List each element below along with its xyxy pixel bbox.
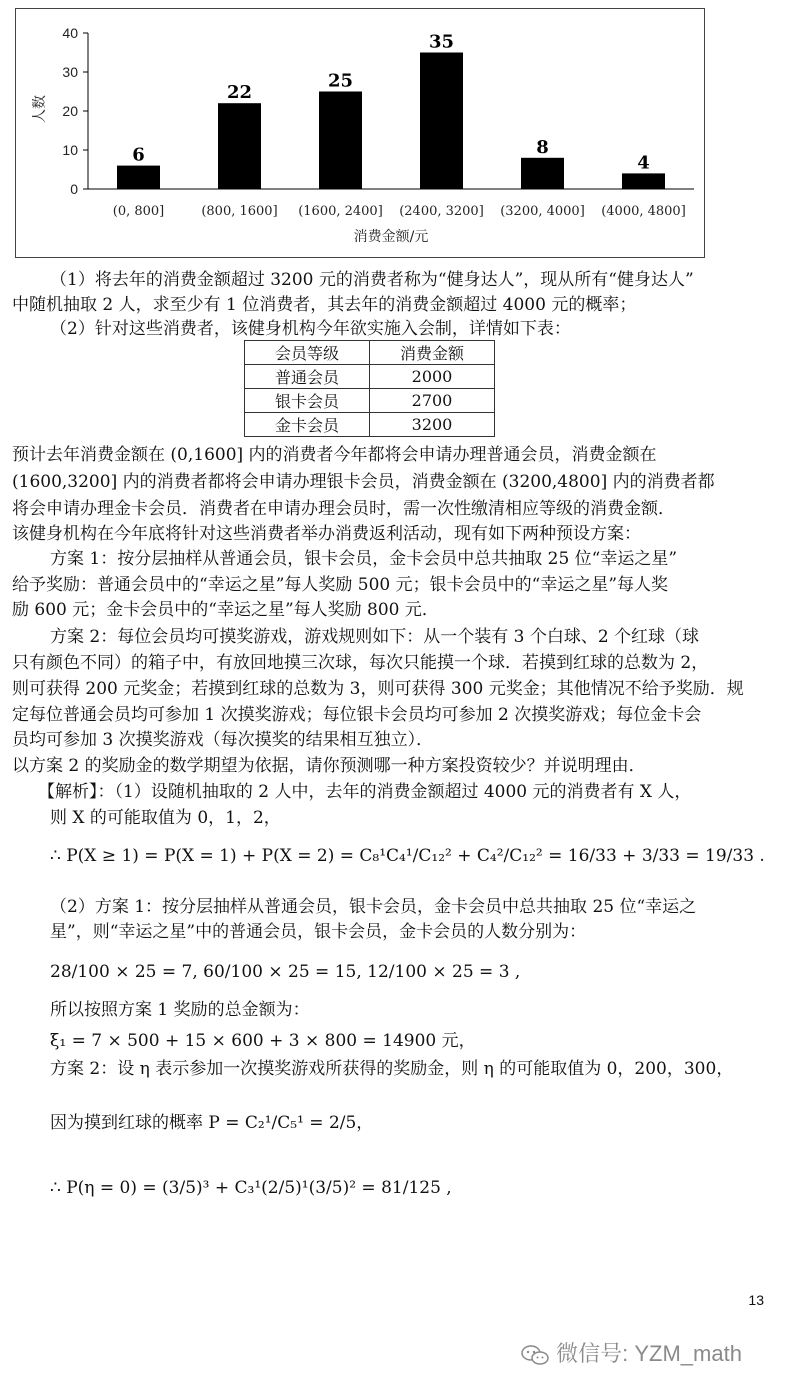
bar-value-label: 25 — [327, 70, 354, 92]
scheme-2-line: 则可获得 200 元奖金；若摸到红球的总数为 3，则可获得 300 元奖金；其他情况不给予奖励．规 — [12, 679, 744, 699]
solution-1-line: 则 X 的可能取值为 0，1，2， — [50, 808, 281, 828]
watermark-text: 微信号: YZM_math — [556, 1341, 742, 1366]
scheme-1-line: 励 600 元；金卡会员中的“幸运之星”每人奖励 800 元． — [12, 600, 439, 620]
bar — [420, 53, 463, 190]
scheme-2-line: 定每位普通会员均可参加 1 次摸奖游戏；每位银卡会员均可参加 2 次摸奖游戏；每位金卡会 — [12, 705, 702, 725]
table-header: 会员等级 — [245, 341, 370, 365]
scheme-2-line: 只有颜色不同）的箱子中，有放回地摸三次球，每次只能摸一个球．若摸到红球的总数为 2， — [12, 653, 709, 673]
paragraph-line: 预计去年消费金额在 (0,1600] 内的消费者今年都将会申请办理普通会员，消费金额在 — [12, 445, 657, 465]
equation-2: 28/100 × 25 = 7, 60/100 × 25 = 15, 12/100 × 25 = 3 , — [50, 962, 521, 982]
solution-2-line: 星”，则“幸运之星”中的普通会员，银卡会员，金卡会员的人数分别为： — [50, 922, 587, 942]
table-header-row — [245, 341, 495, 365]
bar — [521, 158, 564, 189]
table-row — [245, 365, 495, 389]
question-1-line-2: 中随机抽取 2 人，求至少有 1 位消费者，其去年的消费金额超过 4000 元的概率； — [12, 295, 637, 315]
scheme-1-line: 方案 1：按分层抽样从普通会员，银卡会员，金卡会员中总共抽取 25 位“幸运之星” — [50, 549, 678, 569]
bar — [117, 166, 160, 189]
bar-value-label: 35 — [428, 31, 455, 53]
y-tick-label: 40 — [62, 25, 78, 41]
solution-2-line: 所以按照方案 1 奖励的总金额为： — [50, 1000, 310, 1020]
table-cell: 普通会员 — [245, 365, 370, 389]
y-tick-label: 30 — [62, 64, 78, 80]
solution-1-line: 【解析】：（1）设随机抽取的 2 人中，去年的消费金额超过 4000 元的消费者有 X 人， — [38, 782, 692, 802]
question-2-line-1: （2）针对这些消费者，该健身机构今年欲实施入会制，详情如下表： — [50, 319, 571, 339]
scheme-2-line: 方案 2：每位会员均可摸奖游戏，游戏规则如下：从一个装有 3 个白球、2 个红球（球 — [50, 627, 700, 647]
bar-value-label: 6 — [132, 144, 145, 166]
y-axis-label: 人数 — [32, 95, 48, 123]
table-cell: 2700 — [370, 389, 495, 413]
scheme-1-line: 给予奖励：普通会员中的“幸运之星”每人奖励 500 元；银卡会员中的“幸运之星”每人奖 — [12, 575, 669, 595]
equation-1: ∴ P(X ≥ 1) = P(X = 1) + P(X = 2) = C₈¹C₄¹/C₁₂² + C₄²/C₁₂² = 16/33 + 3/33 = 19/33 . — [50, 846, 765, 866]
question-line: 以方案 2 的奖励金的数学期望为依据，请你预测哪一种方案投资较少？并说明理由． — [12, 756, 646, 776]
x-tick-label: (3200, 4000] — [500, 204, 585, 219]
solution-2-line: （2）方案 1：按分层抽样从普通会员，银卡会员，金卡会员中总共抽取 25 位“幸运之 — [50, 897, 697, 917]
x-tick-label: (4000, 4800] — [601, 204, 686, 219]
wechat-icon — [520, 1344, 550, 1366]
scheme-2-line: 员均可参加 3 次摸奖游戏（每次摸奖的结果相互独立）． — [12, 730, 434, 750]
table-cell: 3200 — [370, 413, 495, 437]
y-tick-label: 0 — [70, 181, 78, 197]
x-tick-label: (0, 800] — [112, 204, 165, 219]
bar — [218, 103, 261, 189]
bar-value-label: 8 — [536, 136, 549, 158]
x-tick-label: (1600, 2400] — [298, 204, 383, 219]
bar-value-label: 4 — [637, 152, 650, 174]
y-tick-label: 20 — [62, 103, 78, 119]
solution-2-line: 方案 2：设 η 表示参加一次摸奖游戏所获得的奖励金，则 η 的可能取值为 0，200，300， — [50, 1059, 734, 1079]
question-1-line-1: （1）将去年的消费金额超过 3200 元的消费者称为“健身达人”，现从所有“健身达人” — [50, 270, 694, 290]
chart-svg — [16, 9, 704, 257]
x-tick-label: (800, 1600] — [201, 204, 278, 219]
table-row — [245, 413, 495, 437]
table-cell: 银卡会员 — [245, 389, 370, 413]
table-cell: 2000 — [370, 365, 495, 389]
bar — [622, 173, 665, 189]
membership-table — [244, 340, 495, 437]
paragraph-line: 该健身机构在今年底将针对这些消费者举办消费返利活动，现有如下两种预设方案： — [12, 524, 641, 544]
paragraph-line: (1600,3200] 内的消费者都将会申请办理银卡会员，消费金额在 (3200,4800] 内的消费者都 — [12, 472, 715, 492]
page-number: 13 — [748, 1292, 764, 1308]
y-tick-label: 10 — [62, 142, 78, 158]
table-header: 消费金额 — [370, 341, 495, 365]
equation-5: ∴ P(η = 0) = (3/5)³ + C₃¹(2/5)¹(3/5)² = 81/125 , — [50, 1178, 452, 1198]
x-axis-label: 消费金额/元 — [353, 229, 429, 245]
bar-value-label: 22 — [226, 82, 253, 104]
paragraph-line: 将会申请办理金卡会员．消费者在申请办理会员时，需一次性缴清相应等级的消费金额． — [12, 499, 675, 519]
equation-3: ξ₁ = 7 × 500 + 15 × 600 + 3 × 800 = 14900 元， — [50, 1031, 476, 1051]
bar — [319, 92, 362, 190]
bar-chart — [15, 8, 705, 258]
equation-4: 因为摸到红球的概率 P = C₂¹/C₅¹ = 2/5， — [50, 1113, 374, 1133]
watermark — [520, 1337, 742, 1368]
table-row — [245, 389, 495, 413]
table-cell: 金卡会员 — [245, 413, 370, 437]
x-tick-label: (2400, 3200] — [399, 204, 484, 219]
